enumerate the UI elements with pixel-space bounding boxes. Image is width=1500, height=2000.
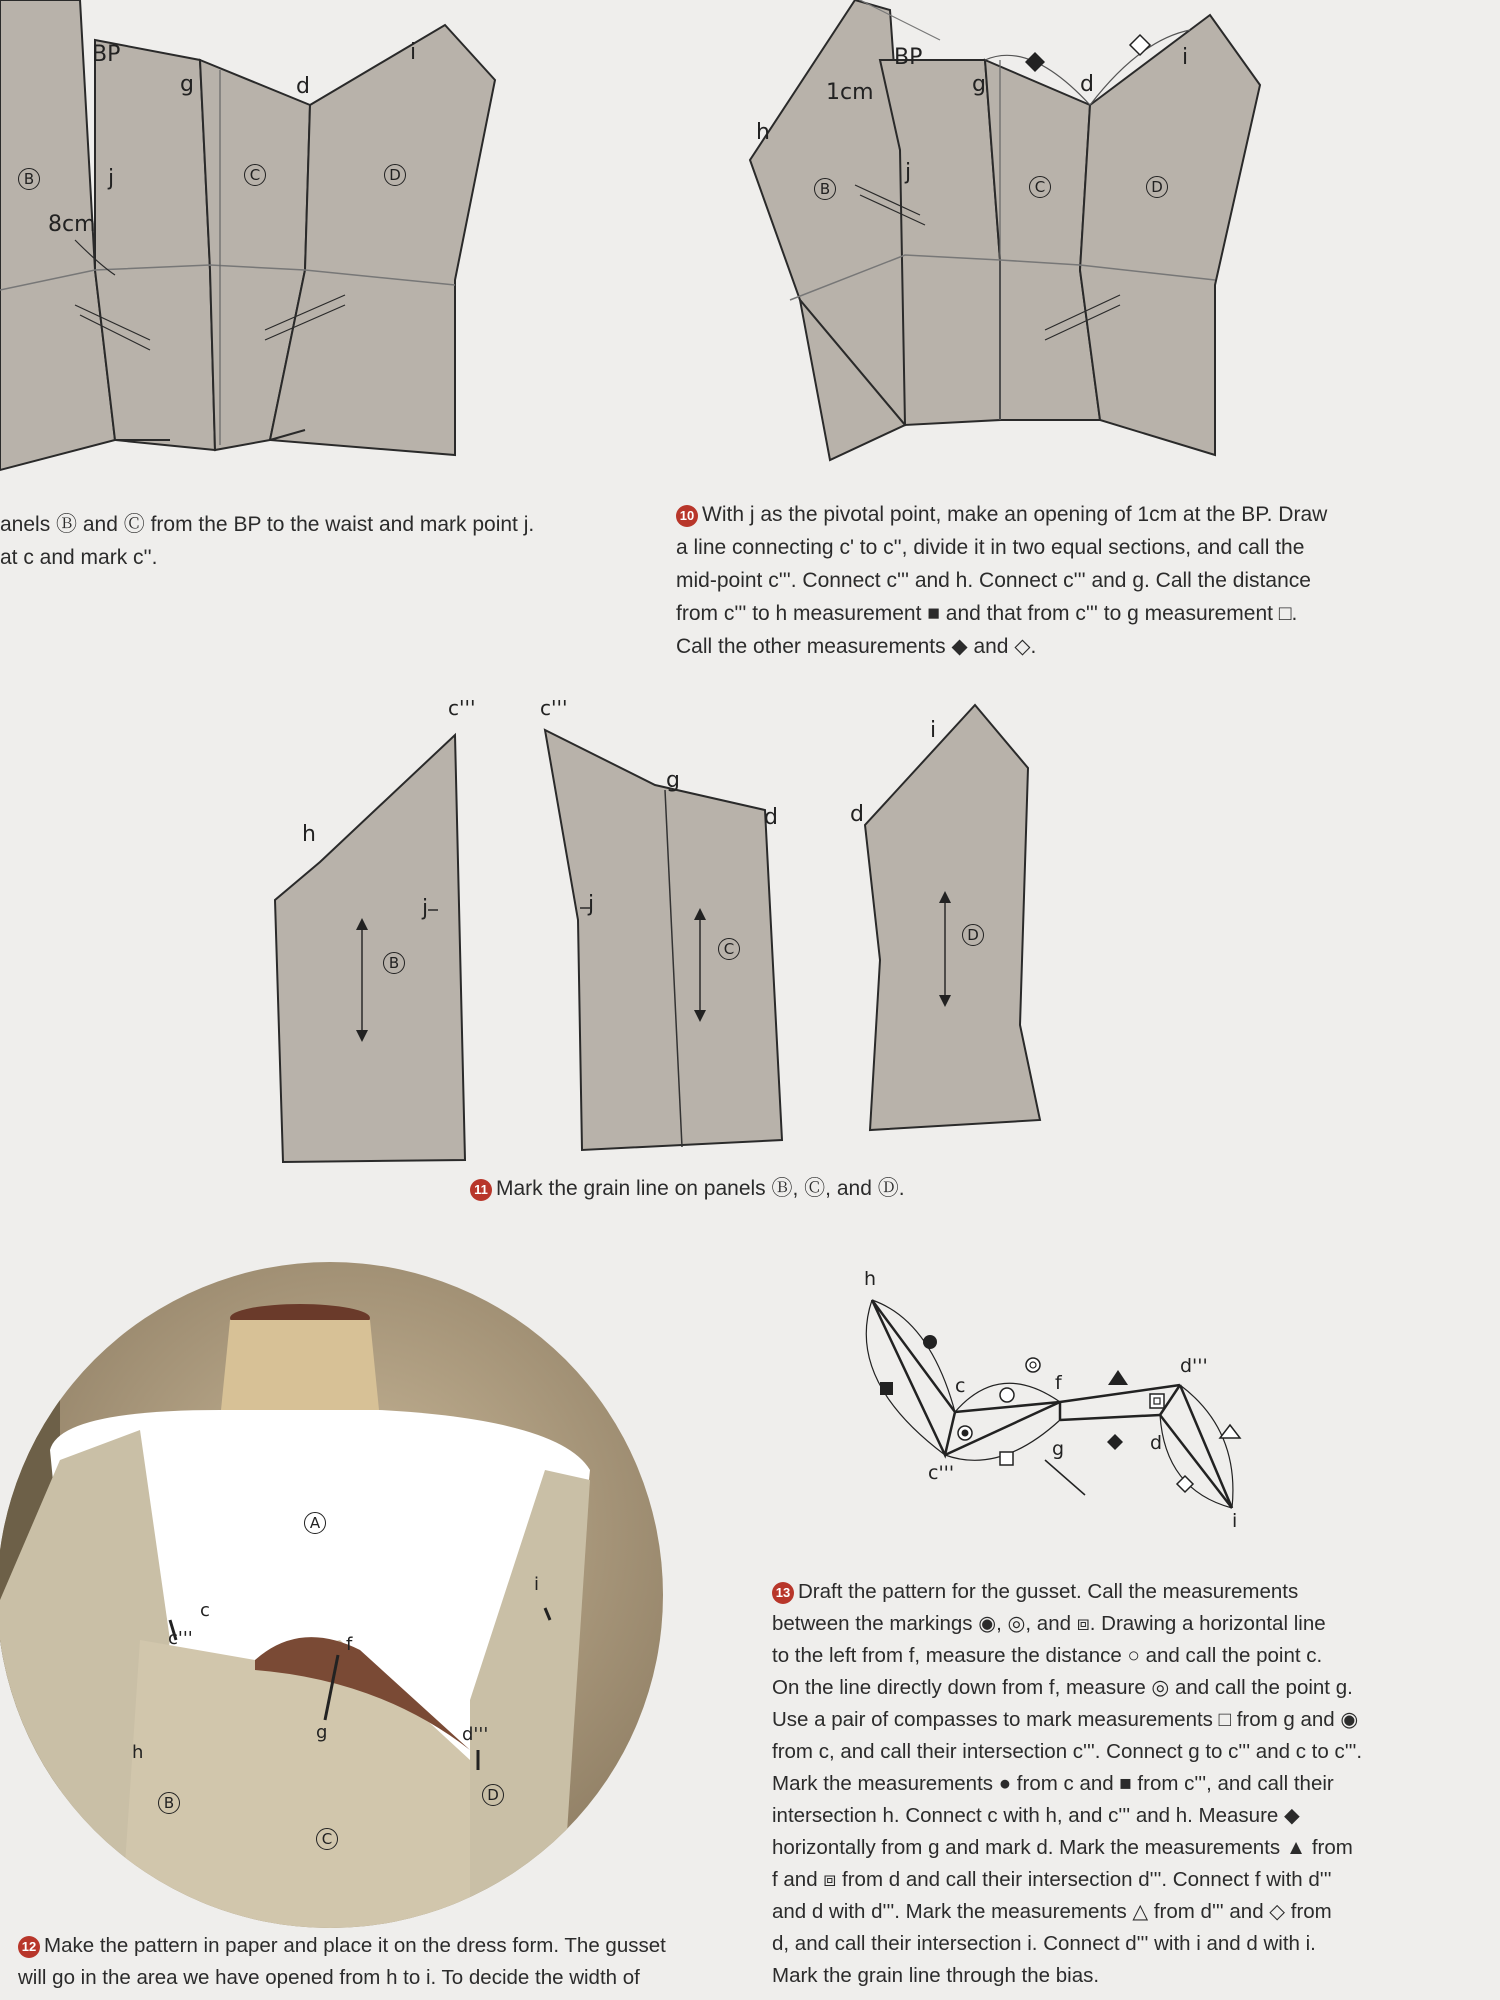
step-10-line-1: With j as the pivotal point, make an opening of 1cm at the BP. Draw (702, 503, 1328, 526)
gusset-label-d3: d''' (1180, 1355, 1208, 1377)
panel-d-marker-left: D (384, 164, 406, 186)
label-c3-left: c''' (448, 696, 476, 720)
panel-c-marker-right: C (1029, 176, 1051, 198)
label-d-panel-d: d (850, 802, 864, 827)
photo-panel-b-marker: B (158, 1792, 180, 1814)
step-13-line-2: between the markings ◉, ◎, and ⧈. Drawing a horizontal line (772, 1612, 1326, 1635)
step-10-line-3: mid-point c'''. Connect c''' and h. Connect c''' and g. Call the distance (676, 569, 1311, 592)
step-10-line-4: from c''' to h measurement ■ and that from c''' to g measurement □. (676, 602, 1298, 625)
gusset-label-c: c (955, 1375, 966, 1397)
label-j-left: j (108, 166, 115, 191)
step-11-number: 11 (470, 1179, 492, 1201)
step-10-line-2: a line connecting c' to c'', divide it in two equal sections, and call the (676, 536, 1305, 559)
step-13-line-9: horizontally from g and mark d. Mark the measurements ▲ from (772, 1836, 1353, 1859)
gusset-diagram (866, 1300, 1240, 1508)
step-13-line-5: Use a pair of compasses to mark measurements □ from g and ◉ (772, 1708, 1359, 1731)
step-13-line-13: Mark the grain line through the bias. (772, 1964, 1100, 1987)
label-bp-left: BP (92, 42, 121, 67)
step-10-number: 10 (676, 505, 698, 527)
label-c3-mid: c''' (540, 696, 568, 720)
panel-d-shape (865, 705, 1040, 1130)
label-j-panel-c: j (588, 892, 595, 917)
gusset-label-g: g (1052, 1438, 1065, 1460)
step-13-text (772, 1576, 1362, 1992)
label-g-panel: g (666, 768, 680, 793)
gusset-label-i: i (1232, 1510, 1238, 1532)
label-i-right: i (1182, 45, 1189, 70)
label-j-panel-b: j (422, 896, 429, 921)
dress-form-photo (0, 1260, 700, 1940)
panel-d-marker: D (962, 924, 984, 946)
step-12-line-1: Make the pattern in paper and place it on the dress form. The gusset (44, 1934, 666, 1957)
gusset-label-f: f (1055, 1372, 1062, 1394)
photo-panel-d-marker: D (482, 1784, 504, 1806)
label-h-right: h (756, 120, 770, 145)
panel-d-marker-right: D (1146, 176, 1168, 198)
panel-c-marker: C (718, 938, 740, 960)
step-12-number: 12 (18, 1936, 40, 1958)
label-i-panel: i (930, 718, 937, 743)
label-d-left: d (296, 74, 310, 99)
step-11-text: Mark the grain line on panels Ⓑ, Ⓒ, and Ⓓ. (496, 1177, 905, 1200)
step-9-line-2: at c and mark c''. (0, 546, 158, 569)
photo-panel-c-marker: C (316, 1828, 338, 1850)
pattern-panels (275, 705, 1040, 1162)
step-13-line-3: to the left from f, measure the distance ○ and call the point c. (772, 1644, 1323, 1667)
panel-b-marker-right: B (814, 178, 836, 200)
panel-b-shape (275, 735, 465, 1162)
label-g-left: g (180, 72, 194, 97)
label-8cm: 8cm (48, 212, 96, 237)
label-bp-right: BP (894, 45, 923, 70)
step-13-line-10: f and ⧈ from d and call their intersection d'''. Connect f with d''' (772, 1868, 1332, 1891)
step-10-text (676, 498, 1327, 663)
photo-label-g: g (316, 1722, 328, 1743)
step-13-line-12: d, and call their intersection i. Connect d''' with i and d with i. (772, 1932, 1316, 1955)
gusset-label-d: d (1150, 1432, 1163, 1454)
step-9-text (0, 508, 534, 574)
label-h-panel: h (302, 822, 316, 847)
label-d-panel-c: d (764, 805, 778, 830)
label-d-right: d (1080, 72, 1094, 97)
photo-label-c3: c''' (168, 1628, 193, 1649)
step-13-line-7: Mark the measurements ● from c and ■ from c''', and call their (772, 1772, 1334, 1795)
photo-label-c: c (200, 1600, 210, 1621)
step-9-line-1: anels Ⓑ and Ⓒ from the BP to the waist and mark point j. (0, 513, 535, 536)
photo-label-h: h (132, 1742, 144, 1763)
step-11-caption (470, 1172, 905, 1202)
step-13-line-8: intersection h. Connect c with h, and c''' and h. Measure ◆ (772, 1804, 1300, 1827)
step-13-line-11: and d with d'''. Mark the measurements △ from d''' and ◇ from (772, 1900, 1332, 1923)
label-1cm: 1cm (826, 80, 874, 105)
step-13-line-6: from c, and call their intersection c'''. Connect g to c''' and c to c'''. (772, 1740, 1363, 1763)
gusset-label-h: h (864, 1268, 877, 1290)
label-g-right: g (972, 72, 986, 97)
step-13-line-1: Draft the pattern for the gusset. Call the measurements (798, 1580, 1299, 1603)
label-i-left: i (410, 40, 417, 65)
step-13-line-4: On the line directly down from f, measure ◎ and call the point g. (772, 1676, 1353, 1699)
panel-b-marker: B (383, 952, 405, 974)
step-12-text (18, 1930, 666, 1994)
panel-c-marker-left: C (244, 164, 266, 186)
panel-b-marker-left: B (18, 168, 40, 190)
photo-label-d3: d''' (462, 1724, 489, 1745)
step-10-line-5: Call the other measurements ◆ and ◇. (676, 635, 1037, 658)
label-j-right: j (905, 160, 912, 185)
gusset-label-c3: c''' (928, 1462, 955, 1484)
step-13-number: 13 (772, 1582, 794, 1604)
panel-c-shape (545, 730, 782, 1150)
photo-panel-a-marker: A (304, 1512, 326, 1534)
step-12-line-2: will go in the area we have opened from h to i. To decide the width of (18, 1966, 640, 1989)
photo-label-i: i (534, 1574, 540, 1595)
photo-label-f: f (346, 1634, 353, 1655)
